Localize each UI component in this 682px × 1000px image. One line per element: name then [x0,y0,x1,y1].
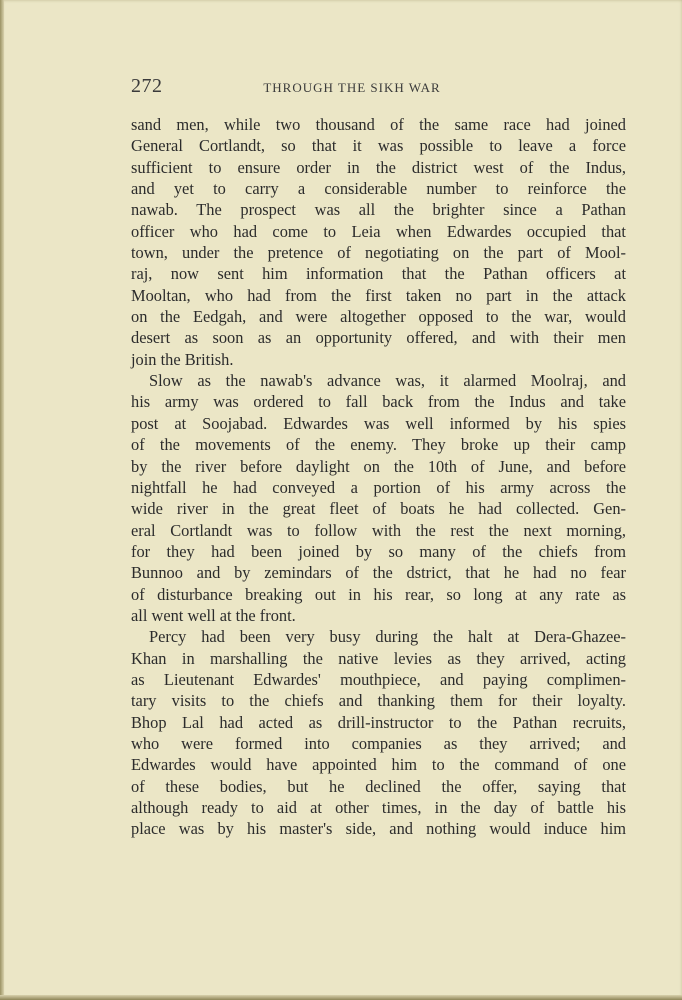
text-line: post at Soojabad. Edwardes was well informed by his spies [131,413,626,433]
text-line: as Lieutenant Edwardes' mouthpiece, and paying complimen- [131,669,626,689]
text-line: of these bodies, but he declined the offer, saying that [131,776,626,796]
text-line: Bhop Lal had acted as drill-instructor to the Pathan recruits, [131,712,626,732]
text-line: sufficient to ensure order in the district west of the Indus, [131,157,626,177]
text-line: eral Cortlandt was to follow with the rest the next morning, [131,520,626,540]
text-line: for they had been joined by so many of the chiefs from [131,541,626,561]
text-line: nawab. The prospect was all the brighter since a Pathan [131,200,626,220]
page-binding-edge [0,0,4,1000]
paragraph [131,114,626,370]
text-line: and yet to carry a considerable number to reinforce the [131,179,626,199]
text-line: of the movements of the enemy. They broke up their camp [131,435,626,455]
text-line: Khan in marshalling the native levies as they arrived, acting [131,648,626,668]
text-line: wide river in the great fleet of boats he had collected. Gen- [131,499,626,519]
page-number: 272 [131,75,163,97]
text-line: by the river before daylight on the 10th of June, and before [131,456,626,476]
text-line: of disturbance breaking out in his rear, so long at any rate as [131,584,626,604]
text-line: who were formed into companies as they arrived; and [131,733,626,753]
page-bottom-edge [0,995,682,1000]
running-head: THROUGH THE SIKH WAR [263,80,441,95]
text-line: town, under the pretence of negotiating on the part of Mool- [131,243,626,263]
text-line: place was by his master's side, and nothing would induce him [131,819,626,839]
text-line: on the Eedgah, and were altogether opposed to the war, would [131,307,626,327]
text-line: all went well at the front. [131,605,296,625]
paragraph [131,626,626,839]
text-line: Slow as the nawab's advance was, it alarmed Moolraj, and [149,371,626,391]
text-line: raj, now sent him information that the Pathan officers at [131,264,626,284]
text-line: officer who had come to Leia when Edwardes occupied that [131,221,626,241]
text-line: Percy had been very busy during the halt at Dera-Ghazee- [149,627,626,647]
text-line: desert as soon as an opportunity offered, and with their men [131,328,626,348]
text-line: sand men, while two thousand of the same race had joined [131,115,626,134]
text-line: tary visits to the chiefs and thanking them for their loyalty. [131,691,626,711]
text-line: nightfall he had conveyed a portion of his army across the [131,477,626,497]
text-line: Bunnoo and by zemindars of the dstrict, that he had no fear [131,563,626,583]
text-line: General Cortlandt, so that it was possible to leave a force [131,136,626,156]
paragraph [131,370,626,626]
text-line: join the British. [131,349,234,369]
text-line: his army was ordered to fall back from the Indus and take [131,392,626,412]
body-text [131,114,626,840]
text-line: Edwardes would have appointed him to the command of one [131,755,626,775]
text-line: although ready to aid at other times, in the day of battle his [131,798,626,817]
text-line: Mooltan, who had from the first taken no part in the attack [131,285,626,305]
